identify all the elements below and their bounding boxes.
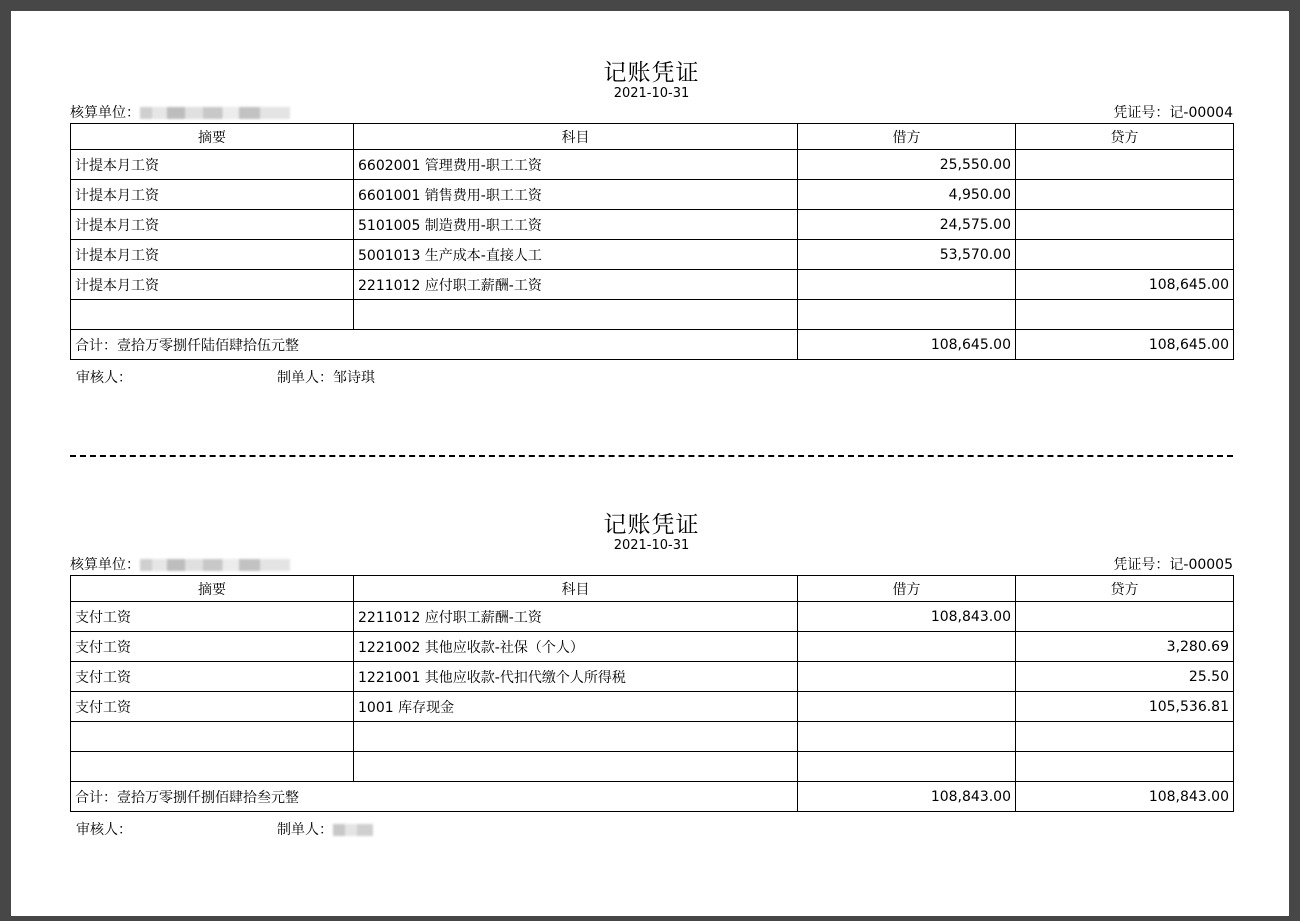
total-debit: 108,843.00: [798, 782, 1016, 812]
cell-account: 5101005 制造费用-职工工资: [354, 210, 798, 240]
cell-credit: 105,536.81: [1016, 692, 1234, 722]
cell-account: 2211012 应付职工薪酬-工资: [354, 602, 798, 632]
maker-label: 制单人：: [277, 822, 333, 838]
total-row: [71, 330, 1234, 360]
signature-row: [70, 368, 1233, 388]
cell-credit: [1016, 300, 1234, 330]
table-row: [71, 150, 1234, 180]
total-credit: 108,645.00: [1016, 330, 1234, 360]
cell-debit: [798, 722, 1016, 752]
header-debit: 借方: [798, 124, 1016, 150]
header-summary: 摘要: [71, 124, 354, 150]
redacted-unit-name: [140, 559, 290, 571]
cell-credit: 3,280.69: [1016, 632, 1234, 662]
cell-debit: [798, 692, 1016, 722]
cell-credit: [1016, 752, 1234, 782]
table-row: [71, 300, 1234, 330]
voucher-table: [70, 123, 1234, 360]
voucher-table: [70, 575, 1234, 812]
voucher-meta: [70, 555, 1233, 575]
cell-summary: [71, 722, 354, 752]
maker: [277, 820, 373, 840]
cell-summary: 支付工资: [71, 602, 354, 632]
cell-credit: [1016, 602, 1234, 632]
cell-summary: 支付工资: [71, 632, 354, 662]
signature-row: [70, 820, 1233, 840]
cell-credit: [1016, 180, 1234, 210]
cell-summary: 计提本月工资: [71, 210, 354, 240]
cell-debit: [798, 632, 1016, 662]
voucher-meta: [70, 103, 1233, 123]
redacted-unit-name: [140, 107, 290, 119]
total-credit: 108,843.00: [1016, 782, 1234, 812]
cell-credit: 25.50: [1016, 662, 1234, 692]
cell-summary: 计提本月工资: [71, 240, 354, 270]
accounting-unit-label: 核算单位：: [70, 557, 140, 573]
redacted-maker-name: [333, 824, 373, 836]
cell-credit: [1016, 722, 1234, 752]
cell-summary: 计提本月工资: [71, 180, 354, 210]
table-row: [71, 602, 1234, 632]
table-row: [71, 210, 1234, 240]
total-label: 合计：壹拾万零捌仟捌佰肆拾叁元整: [71, 782, 798, 812]
cell-debit: [798, 752, 1016, 782]
cell-debit: [798, 270, 1016, 300]
cell-summary: 计提本月工资: [71, 150, 354, 180]
cell-account: 2211012 应付职工薪酬-工资: [354, 270, 798, 300]
header-credit: 贷方: [1016, 124, 1234, 150]
cell-summary: [71, 752, 354, 782]
print-page: [11, 11, 1289, 916]
cell-account: [354, 752, 798, 782]
accounting-unit: [70, 555, 290, 575]
total-row: [71, 782, 1234, 812]
cell-credit: 108,645.00: [1016, 270, 1234, 300]
cell-credit: [1016, 240, 1234, 270]
table-header-row: [71, 124, 1234, 150]
header-credit: 贷方: [1016, 576, 1234, 602]
cell-account: 6601001 销售费用-职工工资: [354, 180, 798, 210]
table-row: [71, 662, 1234, 692]
cell-account: 6602001 管理费用-职工工资: [354, 150, 798, 180]
maker-name: 邹诗琪: [333, 370, 375, 386]
total-label: 合计：壹拾万零捌仟陆佰肆拾伍元整: [71, 330, 798, 360]
voucher-date: 2021-10-31: [613, 86, 690, 101]
maker: [277, 368, 375, 388]
cell-credit: [1016, 210, 1234, 240]
table-row: [71, 240, 1234, 270]
table-row: [71, 752, 1234, 782]
voucher-1: [70, 59, 1233, 388]
table-row: [71, 722, 1234, 752]
cell-account: [354, 300, 798, 330]
cell-summary: 支付工资: [71, 662, 354, 692]
cell-summary: 支付工资: [71, 692, 354, 722]
cell-debit: [798, 662, 1016, 692]
table-row: [71, 692, 1234, 722]
voucher-2: [70, 511, 1233, 840]
auditor-label: 审核人：: [76, 822, 132, 838]
accounting-unit: [70, 103, 290, 123]
cell-credit: [1016, 150, 1234, 180]
header-debit: 借方: [798, 576, 1016, 602]
table-header-row: [71, 576, 1234, 602]
auditor-label: 审核人：: [76, 370, 132, 386]
header-summary: 摘要: [71, 576, 354, 602]
cell-debit: 4,950.00: [798, 180, 1016, 210]
cell-summary: 计提本月工资: [71, 270, 354, 300]
accounting-unit-label: 核算单位：: [70, 105, 140, 121]
voucher-number: 凭证号：记-00005: [1113, 557, 1233, 573]
header-account: 科目: [354, 576, 798, 602]
table-row: [71, 632, 1234, 662]
cell-summary: [71, 300, 354, 330]
page-separator: [70, 455, 1233, 457]
cell-account: [354, 722, 798, 752]
cell-account: 1001 库存现金: [354, 692, 798, 722]
cell-debit: 108,843.00: [798, 602, 1016, 632]
voucher-title: 记账凭证: [603, 512, 700, 538]
cell-account: 1221001 其他应收款-代扣代缴个人所得税: [354, 662, 798, 692]
total-debit: 108,645.00: [798, 330, 1016, 360]
cell-debit: 24,575.00: [798, 210, 1016, 240]
table-row: [71, 180, 1234, 210]
cell-account: 5001013 生产成本-直接人工: [354, 240, 798, 270]
cell-debit: 53,570.00: [798, 240, 1016, 270]
voucher-number: 凭证号：记-00004: [1113, 105, 1233, 121]
voucher-date: 2021-10-31: [613, 538, 690, 553]
cell-debit: 25,550.00: [798, 150, 1016, 180]
voucher-title: 记账凭证: [603, 60, 700, 86]
table-row: [71, 270, 1234, 300]
header-account: 科目: [354, 124, 798, 150]
cell-debit: [798, 300, 1016, 330]
maker-label: 制单人：: [277, 370, 333, 386]
cell-account: 1221002 其他应收款-社保（个人）: [354, 632, 798, 662]
